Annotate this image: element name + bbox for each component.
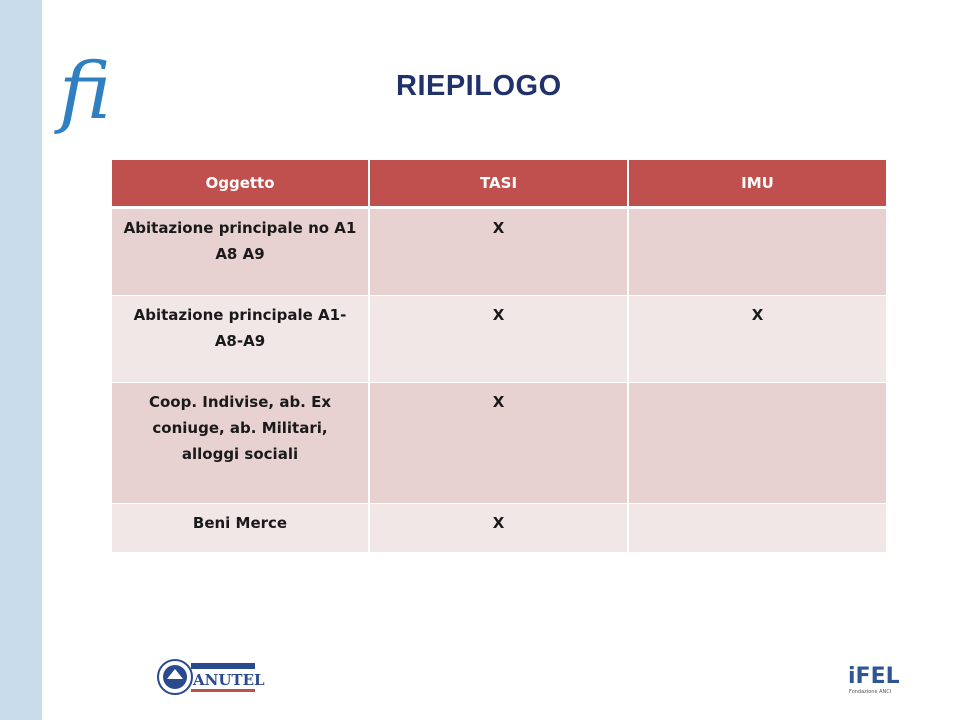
cell-tasi: X xyxy=(369,383,628,504)
cell-imu xyxy=(628,504,887,553)
page-title: RIEPILOGO xyxy=(396,70,562,102)
fi-logo xyxy=(55,40,135,135)
cell-oggetto: Abitazione principale no A1 A8 A9 xyxy=(111,208,369,296)
table-row xyxy=(111,296,887,383)
table-row xyxy=(111,504,887,553)
header-tasi: TASI xyxy=(369,160,628,208)
header-imu: IMU xyxy=(628,160,887,208)
table-row xyxy=(111,208,887,296)
table-row xyxy=(111,383,887,504)
header-oggetto: Oggetto xyxy=(111,160,369,208)
fi-logo-text: fi xyxy=(59,47,112,137)
cell-imu xyxy=(628,383,887,504)
cell-oggetto: Beni Merce xyxy=(111,504,369,553)
cell-imu: X xyxy=(628,296,887,383)
anutel-logo xyxy=(157,657,265,697)
cell-tasi: X xyxy=(369,208,628,296)
cell-imu xyxy=(628,208,887,296)
ifel-logo-subtext: Fondazione ANCI xyxy=(849,689,892,695)
cell-oggetto: Coop. Indivise, ab. Ex coniuge, ab. Militari, alloggi sociali xyxy=(111,383,369,504)
cell-oggetto: Abitazione principale A1-A8-A9 xyxy=(111,296,369,383)
summary-table xyxy=(110,160,888,552)
left-accent-bar xyxy=(0,0,42,720)
table-header-row xyxy=(111,160,887,208)
cell-tasi: X xyxy=(369,296,628,383)
anutel-logo-text: ANUTEL xyxy=(193,671,265,689)
ifel-logo xyxy=(848,657,900,697)
cell-tasi: X xyxy=(369,504,628,553)
ifel-logo-text: iFEL xyxy=(848,664,900,689)
